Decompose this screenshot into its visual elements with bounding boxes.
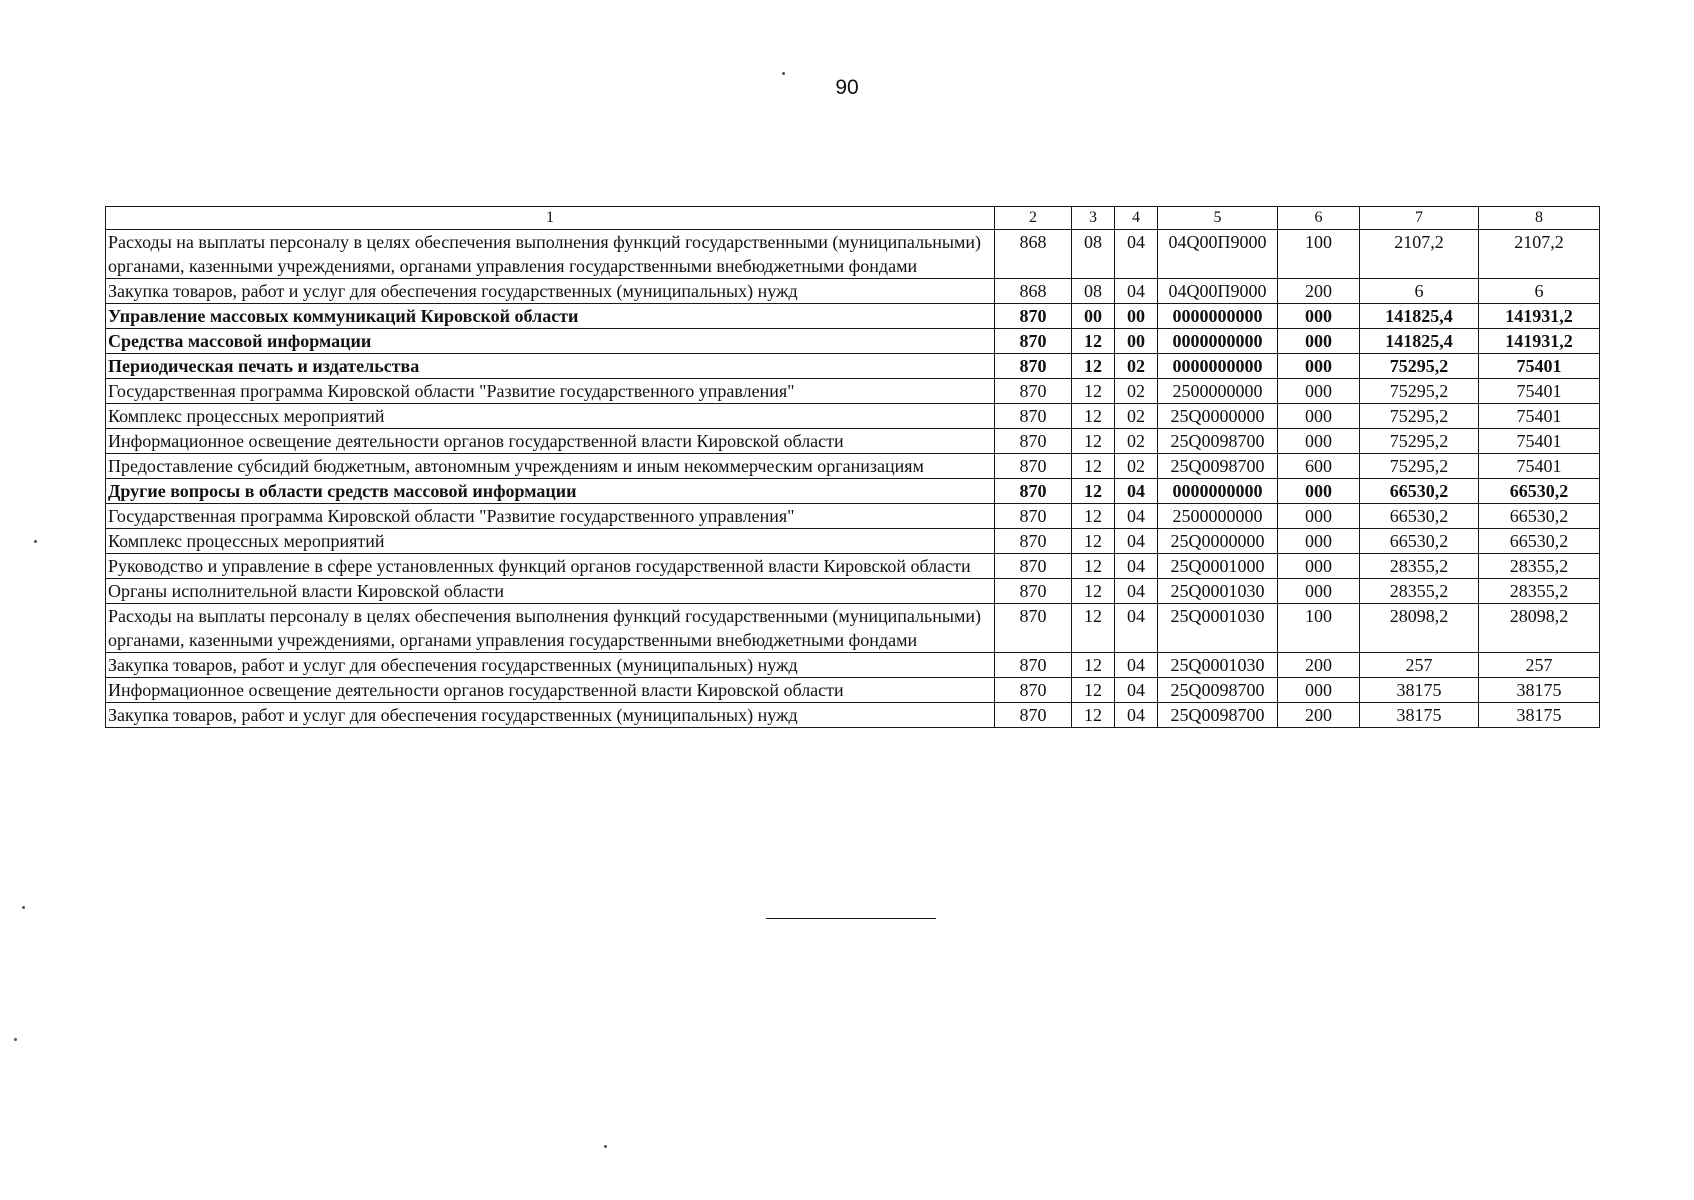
admin-code: 870 — [995, 329, 1072, 354]
subsection-code: 04 — [1115, 703, 1158, 728]
table-header — [106, 207, 1600, 230]
subsection-code: 04 — [1115, 230, 1158, 279]
table-row — [106, 678, 1600, 703]
amount-year-1: 75295,2 — [1360, 454, 1479, 479]
subsection-code: 02 — [1115, 454, 1158, 479]
amount-year-1: 75295,2 — [1360, 379, 1479, 404]
section-code: 12 — [1072, 604, 1115, 653]
row-name: Комплекс процессных мероприятий — [106, 404, 995, 429]
subsection-code: 02 — [1115, 379, 1158, 404]
subsection-code: 02 — [1115, 404, 1158, 429]
row-name: Руководство и управление в сфере установленных функций органов государственной власти Кировской области — [106, 554, 995, 579]
target-article-code: 0000000000 — [1158, 354, 1278, 379]
table-row — [106, 230, 1600, 279]
table-row — [106, 653, 1600, 678]
admin-code: 870 — [995, 354, 1072, 379]
table-row — [106, 529, 1600, 554]
row-name: Расходы на выплаты персоналу в целях обеспечения выполнения функций государственными (муниципальными) органами, казенными учреждениями, органами управления государственными внебюджетными фондами — [106, 604, 995, 653]
admin-code: 870 — [995, 703, 1072, 728]
amount-year-2: 75401 — [1479, 379, 1600, 404]
table-row — [106, 454, 1600, 479]
target-article-code: 25Q0098700 — [1158, 454, 1278, 479]
amount-year-1: 38175 — [1360, 678, 1479, 703]
target-article-code: 2500000000 — [1158, 504, 1278, 529]
table-row — [106, 279, 1600, 304]
table-row — [106, 329, 1600, 354]
expense-type-code: 000 — [1278, 329, 1360, 354]
admin-code: 870 — [995, 653, 1072, 678]
target-article-code: 2500000000 — [1158, 379, 1278, 404]
admin-code: 870 — [995, 379, 1072, 404]
table-row — [106, 379, 1600, 404]
row-name: Закупка товаров, работ и услуг для обеспечения государственных (муниципальных) нужд — [106, 703, 995, 728]
admin-code: 870 — [995, 504, 1072, 529]
table-row — [106, 404, 1600, 429]
row-name: Закупка товаров, работ и услуг для обеспечения государственных (муниципальных) нужд — [106, 653, 995, 678]
amount-year-1: 141825,4 — [1360, 329, 1479, 354]
budget-table — [105, 206, 1600, 728]
amount-year-2: 2107,2 — [1479, 230, 1600, 279]
expense-type-code: 000 — [1278, 529, 1360, 554]
target-article-code: 04Q00П9000 — [1158, 279, 1278, 304]
section-code: 12 — [1072, 354, 1115, 379]
table-body — [106, 230, 1600, 728]
amount-year-2: 75401 — [1479, 429, 1600, 454]
section-code: 08 — [1072, 279, 1115, 304]
row-name: Периодическая печать и издательства — [106, 354, 995, 379]
scan-speck — [782, 72, 785, 75]
row-name: Управление массовых коммуникаций Кировской области — [106, 304, 995, 329]
column-header: 7 — [1360, 207, 1479, 230]
section-code: 08 — [1072, 230, 1115, 279]
amount-year-2: 66530,2 — [1479, 529, 1600, 554]
subsection-code: 04 — [1115, 279, 1158, 304]
subsection-code: 04 — [1115, 529, 1158, 554]
target-article-code: 0000000000 — [1158, 329, 1278, 354]
row-name: Предоставление субсидий бюджетным, автономным учреждениям и иным некоммерческим организациям — [106, 454, 995, 479]
amount-year-1: 6 — [1360, 279, 1479, 304]
admin-code: 868 — [995, 230, 1072, 279]
amount-year-1: 66530,2 — [1360, 504, 1479, 529]
section-code: 00 — [1072, 304, 1115, 329]
row-name: Другие вопросы в области средств массовой информации — [106, 479, 995, 504]
expense-type-code: 000 — [1278, 579, 1360, 604]
amount-year-1: 28355,2 — [1360, 554, 1479, 579]
column-header: 6 — [1278, 207, 1360, 230]
expense-type-code: 000 — [1278, 379, 1360, 404]
expense-type-code: 000 — [1278, 404, 1360, 429]
amount-year-1: 75295,2 — [1360, 404, 1479, 429]
subsection-code: 04 — [1115, 504, 1158, 529]
section-code: 12 — [1072, 479, 1115, 504]
row-name: Органы исполнительной власти Кировской области — [106, 579, 995, 604]
section-code: 12 — [1072, 329, 1115, 354]
target-article-code: 25Q0000000 — [1158, 404, 1278, 429]
admin-code: 870 — [995, 529, 1072, 554]
table-row — [106, 554, 1600, 579]
row-name: Закупка товаров, работ и услуг для обеспечения государственных (муниципальных) нужд — [106, 279, 995, 304]
section-code: 12 — [1072, 454, 1115, 479]
table-row — [106, 354, 1600, 379]
column-header: 1 — [106, 207, 995, 230]
target-article-code: 25Q0001000 — [1158, 554, 1278, 579]
target-article-code: 25Q0001030 — [1158, 653, 1278, 678]
amount-year-2: 6 — [1479, 279, 1600, 304]
amount-year-1: 66530,2 — [1360, 479, 1479, 504]
scan-speck — [14, 1038, 17, 1041]
section-code: 12 — [1072, 429, 1115, 454]
section-code: 12 — [1072, 703, 1115, 728]
amount-year-2: 141931,2 — [1479, 329, 1600, 354]
admin-code: 870 — [995, 454, 1072, 479]
closing-divider — [766, 918, 936, 919]
amount-year-1: 28355,2 — [1360, 579, 1479, 604]
amount-year-2: 28355,2 — [1479, 554, 1600, 579]
row-name: Расходы на выплаты персоналу в целях обеспечения выполнения функций государственными (муниципальными) органами, казенными учреждениями, органами управления государственными внебюджетными фондами — [106, 230, 995, 279]
target-article-code: 0000000000 — [1158, 479, 1278, 504]
amount-year-2: 28098,2 — [1479, 604, 1600, 653]
admin-code: 870 — [995, 404, 1072, 429]
expense-type-code: 100 — [1278, 604, 1360, 653]
row-name: Информационное освещение деятельности органов государственной власти Кировской области — [106, 678, 995, 703]
target-article-code: 25Q0098700 — [1158, 703, 1278, 728]
column-number-row — [106, 207, 1600, 230]
row-name: Средства массовой информации — [106, 329, 995, 354]
section-code: 12 — [1072, 678, 1115, 703]
admin-code: 868 — [995, 279, 1072, 304]
target-article-code: 25Q0001030 — [1158, 604, 1278, 653]
section-code: 12 — [1072, 529, 1115, 554]
subsection-code: 04 — [1115, 479, 1158, 504]
section-code: 12 — [1072, 579, 1115, 604]
amount-year-2: 75401 — [1479, 404, 1600, 429]
admin-code: 870 — [995, 429, 1072, 454]
expense-type-code: 600 — [1278, 454, 1360, 479]
section-code: 12 — [1072, 554, 1115, 579]
admin-code: 870 — [995, 678, 1072, 703]
amount-year-1: 75295,2 — [1360, 354, 1479, 379]
target-article-code: 0000000000 — [1158, 304, 1278, 329]
expense-type-code: 000 — [1278, 504, 1360, 529]
row-name: Информационное освещение деятельности органов государственной власти Кировской области — [106, 429, 995, 454]
expense-type-code: 000 — [1278, 554, 1360, 579]
amount-year-2: 257 — [1479, 653, 1600, 678]
amount-year-1: 28098,2 — [1360, 604, 1479, 653]
target-article-code: 04Q00П9000 — [1158, 230, 1278, 279]
subsection-code: 00 — [1115, 304, 1158, 329]
amount-year-2: 141931,2 — [1479, 304, 1600, 329]
expense-type-code: 100 — [1278, 230, 1360, 279]
subsection-code: 04 — [1115, 653, 1158, 678]
amount-year-1: 66530,2 — [1360, 529, 1479, 554]
amount-year-2: 28355,2 — [1479, 579, 1600, 604]
expense-type-code: 000 — [1278, 354, 1360, 379]
table-row — [106, 703, 1600, 728]
row-name: Комплекс процессных мероприятий — [106, 529, 995, 554]
scan-speck — [604, 1145, 607, 1148]
target-article-code: 25Q0098700 — [1158, 678, 1278, 703]
amount-year-2: 75401 — [1479, 354, 1600, 379]
section-code: 12 — [1072, 504, 1115, 529]
admin-code: 870 — [995, 554, 1072, 579]
amount-year-1: 257 — [1360, 653, 1479, 678]
table-row — [106, 479, 1600, 504]
row-name: Государственная программа Кировской области "Развитие государственного управления" — [106, 379, 995, 404]
scan-speck — [22, 906, 25, 909]
expense-type-code: 000 — [1278, 304, 1360, 329]
expense-type-code: 200 — [1278, 279, 1360, 304]
section-code: 12 — [1072, 379, 1115, 404]
row-name: Государственная программа Кировской области "Развитие государственного управления" — [106, 504, 995, 529]
amount-year-1: 141825,4 — [1360, 304, 1479, 329]
amount-year-1: 2107,2 — [1360, 230, 1479, 279]
page-number: 90 — [835, 76, 859, 99]
table-row — [106, 429, 1600, 454]
expense-type-code: 000 — [1278, 429, 1360, 454]
scan-speck — [34, 540, 37, 543]
expense-type-code: 000 — [1278, 678, 1360, 703]
amount-year-1: 75295,2 — [1360, 429, 1479, 454]
table-row — [106, 604, 1600, 653]
section-code: 12 — [1072, 653, 1115, 678]
table-row — [106, 579, 1600, 604]
admin-code: 870 — [995, 579, 1072, 604]
amount-year-2: 38175 — [1479, 678, 1600, 703]
amount-year-2: 38175 — [1479, 703, 1600, 728]
column-header: 5 — [1158, 207, 1278, 230]
admin-code: 870 — [995, 604, 1072, 653]
section-code: 12 — [1072, 404, 1115, 429]
expense-type-code: 200 — [1278, 703, 1360, 728]
subsection-code: 02 — [1115, 354, 1158, 379]
expense-type-code: 000 — [1278, 479, 1360, 504]
admin-code: 870 — [995, 304, 1072, 329]
expense-type-code: 200 — [1278, 653, 1360, 678]
target-article-code: 25Q0098700 — [1158, 429, 1278, 454]
subsection-code: 04 — [1115, 678, 1158, 703]
subsection-code: 04 — [1115, 604, 1158, 653]
subsection-code: 02 — [1115, 429, 1158, 454]
subsection-code: 00 — [1115, 329, 1158, 354]
target-article-code: 25Q0000000 — [1158, 529, 1278, 554]
column-header: 8 — [1479, 207, 1600, 230]
amount-year-2: 75401 — [1479, 454, 1600, 479]
column-header: 3 — [1072, 207, 1115, 230]
amount-year-2: 66530,2 — [1479, 479, 1600, 504]
amount-year-1: 38175 — [1360, 703, 1479, 728]
subsection-code: 04 — [1115, 554, 1158, 579]
target-article-code: 25Q0001030 — [1158, 579, 1278, 604]
table-row — [106, 304, 1600, 329]
admin-code: 870 — [995, 479, 1072, 504]
amount-year-2: 66530,2 — [1479, 504, 1600, 529]
subsection-code: 04 — [1115, 579, 1158, 604]
column-header: 4 — [1115, 207, 1158, 230]
column-header: 2 — [995, 207, 1072, 230]
table-row — [106, 504, 1600, 529]
